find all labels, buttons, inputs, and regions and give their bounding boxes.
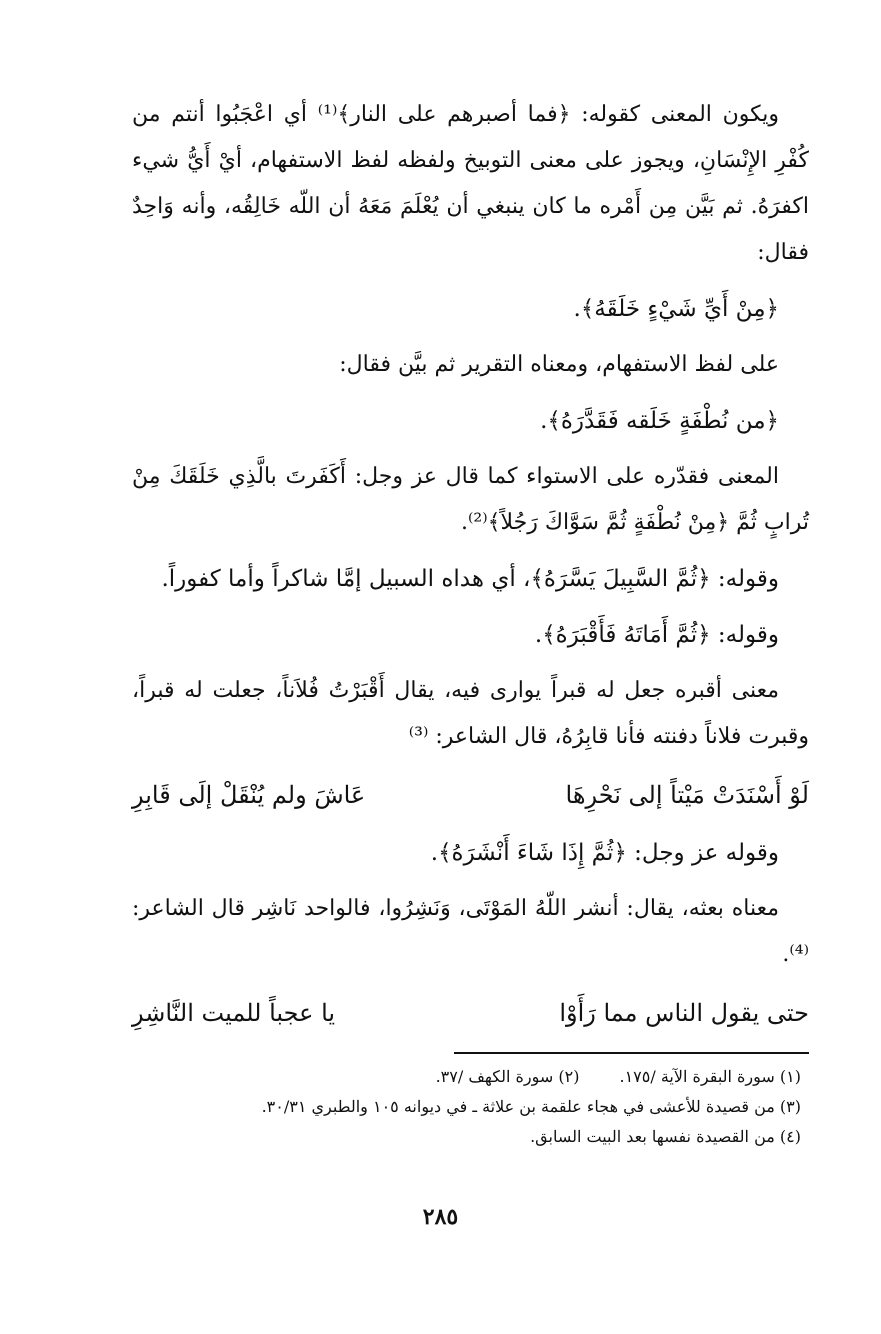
paragraph: وقوله: ﴿ثُمَّ أَمَاتَهُ فَأَقْبَرَهُ﴾. [534, 622, 779, 648]
paragraph: وقوله: ﴿ثُمَّ السَّبِيلَ يَسَّرَهُ﴾، أي هداه السبيل إمَّا شاكراً وأما كفوراً. [161, 566, 779, 592]
footnote: (٤) من القصيدة نفسها بعد البيت السابق. [530, 1127, 801, 1146]
footnotes [132, 1062, 809, 1152]
poem-second-hemistich: يا عجباً للميت النَّاشِرِ [132, 999, 336, 1027]
paragraph: معناه بعثه، يقال: أنشر اللّهُ المَوْتَى، وَنَشِرُوا، فالواحد نَاشِر قال الشاعر: ⁽⁴⁾. [132, 896, 809, 967]
paragraph: ويكون المعنى كقوله: ﴿فما أصبرهم على النار﴾⁽¹⁾ أي اعْجَبُوا أنتم من كُفْرِ الإِنْسَانِ، ويجوز على معنى التوبيخ ولفظه لفظ الاستفهام، أيْ أَيُّ شيء اكفرَهُ. ثم بَيَّن مِن أَمْره ما كان ينبغي أن يُعْلَمَ مَعَهُ أن اللّه خَالِقُه، وأنه وَاحِدٌ فقال: [132, 102, 809, 265]
footnote-divider [454, 1052, 809, 1054]
paragraph: معنى أقبره جعل له قبراً يوارى فيه، يقال أَقْبَرْتُ فُلاَناً، جعلت له قبراً، وقبرت فلاناً دفنته فأنا قابِرُهُ، قال الشاعر: ⁽³⁾ [132, 678, 809, 749]
quran-verse: ﴿مِنْ أَيِّ شَيْءٍ خَلَقَهُ﴾. [573, 296, 779, 322]
paragraph: المعنى فقدّره على الاستواء كما قال عز وجل: أَكَفَرتَ بالَّذِي خَلَقَكَ مِنْ تُرابٍ ثُمَّ ﴿مِنْ نُطْفَةٍ ثُمَّ سَوَّاكَ رَجُلاً﴾⁽²⁾. [132, 464, 809, 535]
poem-verse [132, 770, 809, 820]
poem-first-hemistich: حتى يقول الناس مما رَأَوْا [559, 999, 809, 1027]
page-number: ٢٨٥ [422, 1204, 459, 1230]
footnote-row [132, 1062, 801, 1092]
poem-first-hemistich: لَوْ أَسْنَدَتْ مَيْتاً إلى نَحْرِهَا [565, 781, 809, 809]
footnote: (١) سورة البقرة الآية /١٧٥. [619, 1067, 801, 1086]
footnote: (٣) من قصيدة للأعشى في هجاء علقمة بن علاثة ـ في ديوانه ١٠٥ والطبري ٣٠/٣١. [261, 1097, 801, 1116]
paragraph: وقوله عز وجل: ﴿ثُمَّ إِذَا شَاءَ أَنْشَرَهُ﴾. [430, 840, 779, 866]
poem-verse [132, 988, 809, 1038]
paragraph: على لفظ الاستفهام، ومعناه التقرير ثم بيَّن فقال: [339, 352, 779, 377]
poem-second-hemistich: عَاشَ ولم يُنْقَلْ إلَى قَابِرِ [132, 781, 366, 809]
quran-verse: ﴿من نُطْفَةٍ خَلَقه فَقَدَّرَهُ﴾. [540, 408, 779, 434]
footnote: (٢) سورة الكهف /٣٧. [435, 1067, 580, 1086]
page-content [132, 92, 809, 1152]
